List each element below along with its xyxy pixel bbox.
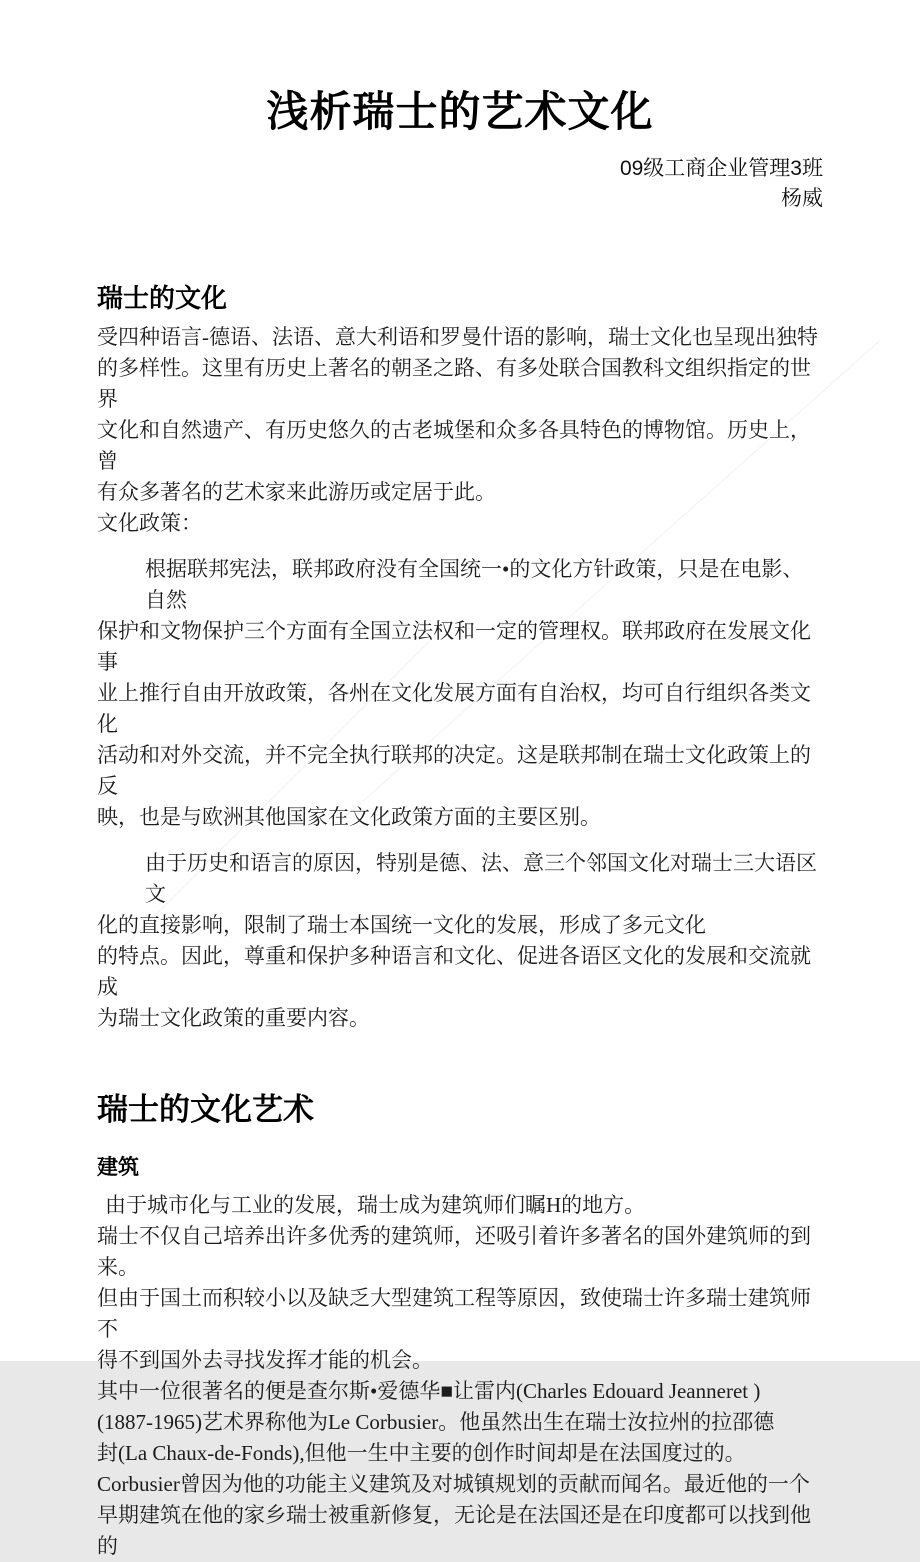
paragraph [97,554,823,833]
byline-author: 杨威 [781,187,823,210]
text-line: 瑞士不仅自己培养出许多优秀的建筑师，还吸引着许多著名的国外建筑师的到 [97,1224,811,1248]
text-line: 业上推行自由开放政策，各州在文化发展方面有自治权，均可自行组织各类文化 [97,681,811,736]
text-line: 文化政策： [97,511,202,535]
document-body [97,283,823,1562]
text-line: 根据联邦宪法，联邦政府没有全国统一•的文化方针政策，只是在电影、自然 [145,557,804,612]
text-line: 得不到国外去寻找发挥才能的机会。 [97,1348,433,1372]
text-line: 由于城市化与工业的发展，瑞士成为建筑师们瞩H的地方。 [105,1193,646,1217]
text-line: 为瑞士文化政策的重要内容。 [97,1006,370,1030]
section-heading: 瑞士的文化 [97,283,228,313]
text-line: 的多样性。这里有历史上著名的朝圣之路、有多处联合国教科文组织指定的世界 [97,356,811,411]
text-line: 保护和文物保护三个方面有全国立法权和一定的管理权。联邦政府在发展文化事 [97,619,811,674]
paragraph [97,322,823,539]
text-line: (1887-1965)艺术界称他为Le Corbusier。他虽然出生在瑞士汝拉州的拉邵德 [97,1410,775,1434]
text-line: 其中一位很著名的便是查尔斯•爱德华■让雷内(Charles Edouard Jeanneret ) [97,1379,761,1403]
text-line: 有众多著名的艺术家来此游历或定居于此。 [97,480,496,504]
text-line: 由于历史和语言的原因，特别是德、法、意三个邻国文化对瑞士三大语区文 [145,851,817,906]
text-line: 映，也是与欧洲其他国家在文化政策方面的主要区别。 [97,805,601,829]
text-line: 但由于国土而积较小以及缺乏大型建筑工程等原因，致使瑞士许多瑞士建筑师不 [97,1286,811,1341]
text-line: 化的直接影响，限制了瑞士本国统一文化的发展，形成了多元文化 [97,913,706,937]
text-line: 早期建筑在他的家乡瑞士被重新修复，无论是在法国还是在印度都可以找到他的 [97,1503,811,1558]
paragraph [97,1190,823,1562]
text-line: 来。 [97,1255,139,1279]
text-line: 活动和对外交流，并不完全执行联邦的决定。这是联邦制在瑞士文化政策上的反 [97,743,811,798]
text-line: 封(La Chaux-de-Fonds),但他一生中主要的创作时间却是在法国度过的。 [97,1441,746,1465]
section-heading: 瑞士的文化艺术 [97,1092,314,1127]
document-title: 浅析瑞士的艺术文化 [266,88,654,135]
text-line: Corbusier曾因为他的功能主义建筑及对城镇规划的贡献而闻名。最近他的一个 [97,1472,810,1496]
paragraph [97,848,823,1034]
text-line: 受四种语言-德语、法语、意大利语和罗曼什语的影响，瑞士文化也呈现出独特 [97,325,818,349]
byline [97,154,823,214]
byline-class-name: 09级工商企业管理3班 [619,157,823,180]
sub-heading: 建筑 [97,1156,139,1179]
document-content [97,0,823,1562]
text-line: 的特点。因此，尊重和保护多种语言和文化、促进各语区文化的发展和交流就成 [97,944,811,999]
text-line: 文化和自然遗产、有历史悠久的古老城堡和众多各具特色的博物馆。历史上，曾 [97,418,811,473]
